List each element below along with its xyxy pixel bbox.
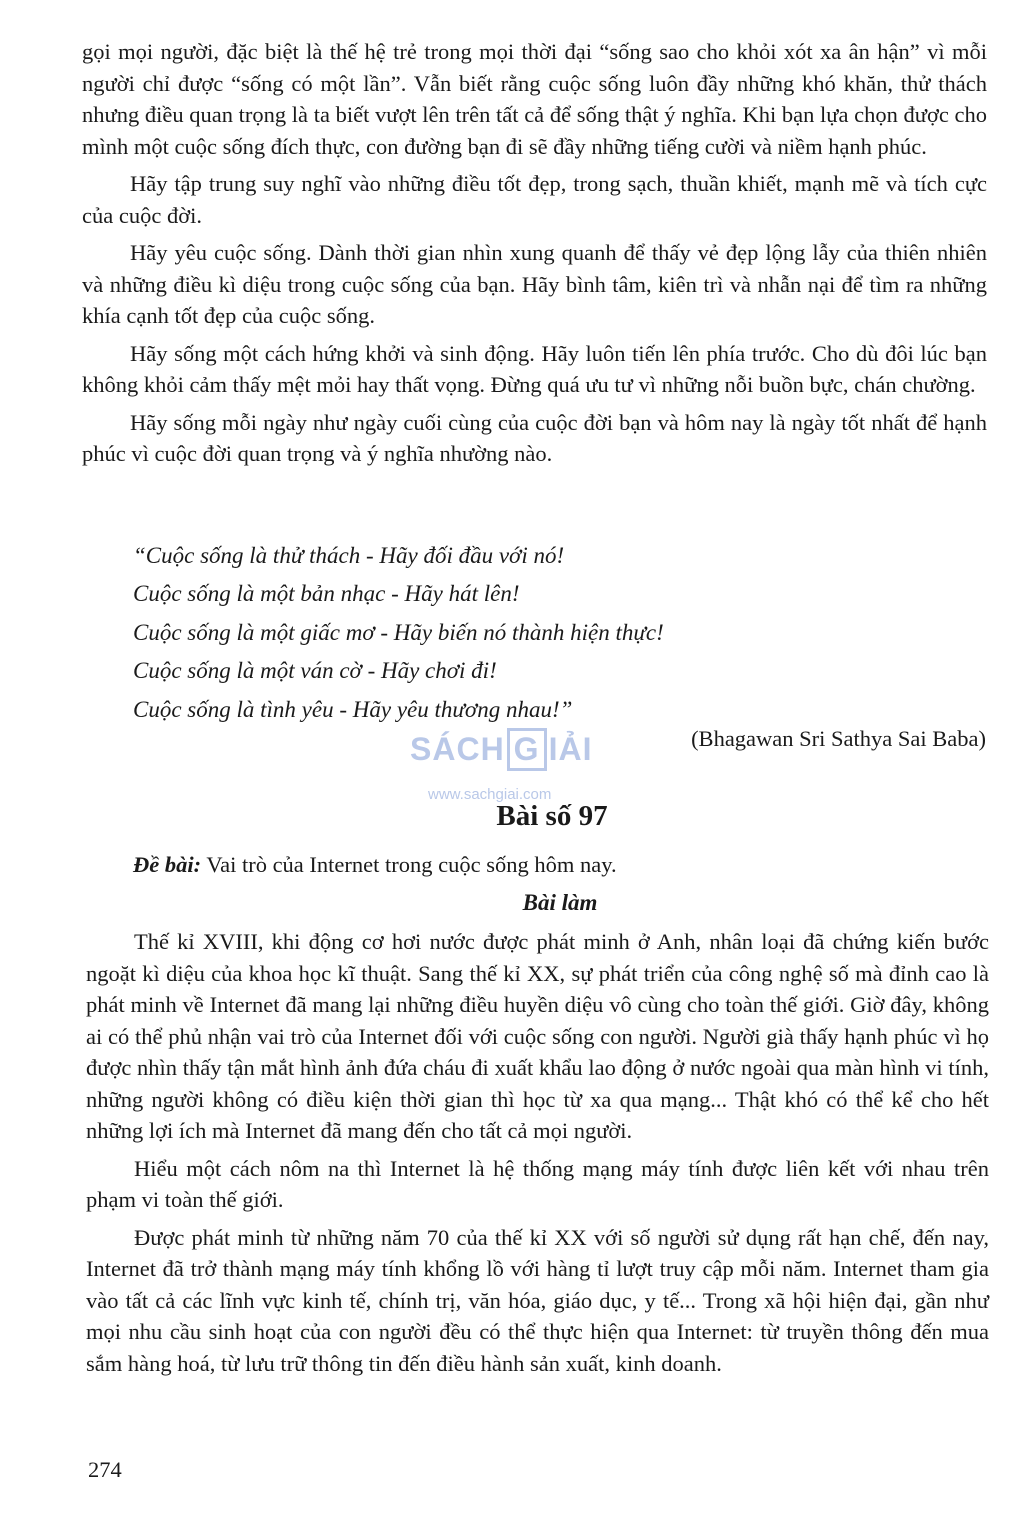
quote-line: Cuộc sống là một bản nhạc - Hãy hát lên! <box>133 581 520 607</box>
watermark-url: www.sachgiai.com <box>428 786 552 803</box>
page-number: 274 <box>88 1457 122 1482</box>
assignment-text: Vai trò của Internet trong cuộc sống hôm nay. <box>201 852 617 877</box>
paragraph: Được phát minh từ những năm 70 của thế kỉ XX với số người sử dụng rất hạn chế, đến nay, Internet đã trở thành mạng máy tính khổng lồ với hàng tỉ lượt truy cập mỗi năm. Internet tham gia vào tất cả các lĩnh vực kinh tế, chính trị, văn hóa, giáo dục, y tế... Trong xã hội hiện đại, gần như mọi nhu cầu sinh hoạt của con người đều có thể thực hiện qua Internet: từ truyền thông đến mua sắm hàng hoá, từ lưu trữ thông tin đến điều hành sản xuất, kinh doanh. <box>86 1224 989 1376</box>
essay-subheading: Bài làm <box>522 890 598 915</box>
paragraph: Hiểu một cách nôm na thì Internet là hệ thống mạng máy tính được liên kết với nhau trên phạm vi toàn thế giới. <box>86 1155 989 1212</box>
paragraph: Hãy sống một cách hứng khởi và sinh động. Hãy luôn tiến lên phía trước. Cho dù đôi lúc bạn không khỏi cảm thấy mệt mỏi hay thất vọng. Đừng quá ưu tư vì những nỗi buồn bực, chán chường. <box>82 340 987 397</box>
paragraph: Hãy tập trung suy nghĩ vào những điều tốt đẹp, trong sạch, thuần khiết, mạnh mẽ và tích cực của cuộc đời. <box>82 171 987 228</box>
quote-line: Cuộc sống là một giấc mơ - Hãy biến nó thành hiện thực! <box>133 619 664 645</box>
assignment-line <box>133 852 617 878</box>
quote-line: “Cuộc sống là thử thách - Hãy đối đầu với nó! <box>133 543 565 568</box>
watermark-text: SÁCH G IẢI <box>410 728 592 771</box>
section-title: Bài số 97 <box>496 800 608 832</box>
paragraph: Hãy sống mỗi ngày như ngày cuối cùng của cuộc đời bạn và hôm nay là ngày tốt nhất để hạnh phúc vì cuộc đời quan trọng và ý nghĩa nhường nào. <box>82 409 987 466</box>
quote-line: Cuộc sống là tình yêu - Hãy yêu thương nhau!” <box>133 696 573 722</box>
top-text-block <box>82 36 987 476</box>
assignment-label: Đề bài: <box>133 852 202 877</box>
paragraph: Hãy yêu cuộc sống. Dành thời gian nhìn xung quanh để thấy vẻ đẹp lộng lẫy của thiên nhiên và những điều kì diệu trong cuộc sống của bạn. Hãy bình tâm, kiên trì và nhẫn nại để tìm ra những khía cạnh tốt đẹp của cuộc sống. <box>82 240 987 328</box>
quote-block <box>133 537 664 729</box>
quote-attribution: (Bhagawan Sri Sathya Sai Baba) <box>691 726 986 751</box>
watermark-logo <box>410 720 620 810</box>
essay-text-block <box>86 926 989 1385</box>
paragraph: Thế kỉ XVIII, khi động cơ hơi nước được phát minh ở Anh, nhân loại đã chứng kiến bước ngoặt kì diệu của khoa học kĩ thuật. Sang thế kỉ XX, sự phát triển của công nghệ số mà đỉnh cao là phát minh về Internet đã mang lại những điều huyền diệu vô cùng cho toàn thế giới. Giờ đây, không ai có thể phủ nhận vai trò của Internet đối với cuộc sống con người. Người già thấy hạnh phúc vì họ được nhìn thấy tận mắt hình ảnh đứa cháu đi xuất khẩu lao động ở nước ngoài qua màn hình vi tính, những người không có điều kiện thời gian thì học từ xa qua mạng... Thật khó có thể kể cho hết những lợi ích mà Internet đã mang đến cho tất cả mọi người. <box>86 929 989 1143</box>
quote-line: Cuộc sống là một ván cờ - Hãy chơi đi! <box>133 658 497 684</box>
paragraph-continued: gọi mọi người, đặc biệt là thế hệ trẻ trong mọi thời đại “sống sao cho khỏi xót xa ân hận” vì mỗi người chỉ được “sống có một lần”. Vẫn biết rằng cuộc sống luôn đầy những khó khăn, thử thách nhưng điều quan trọng là ta biết vượt lên trên tất cả để sống thật ý nghĩa. Khi bạn lựa chọn được cho mình một cuộc sống đích thực, con đường bạn đi sẽ đầy những tiếng cười và niềm hạnh phúc. <box>82 39 987 159</box>
